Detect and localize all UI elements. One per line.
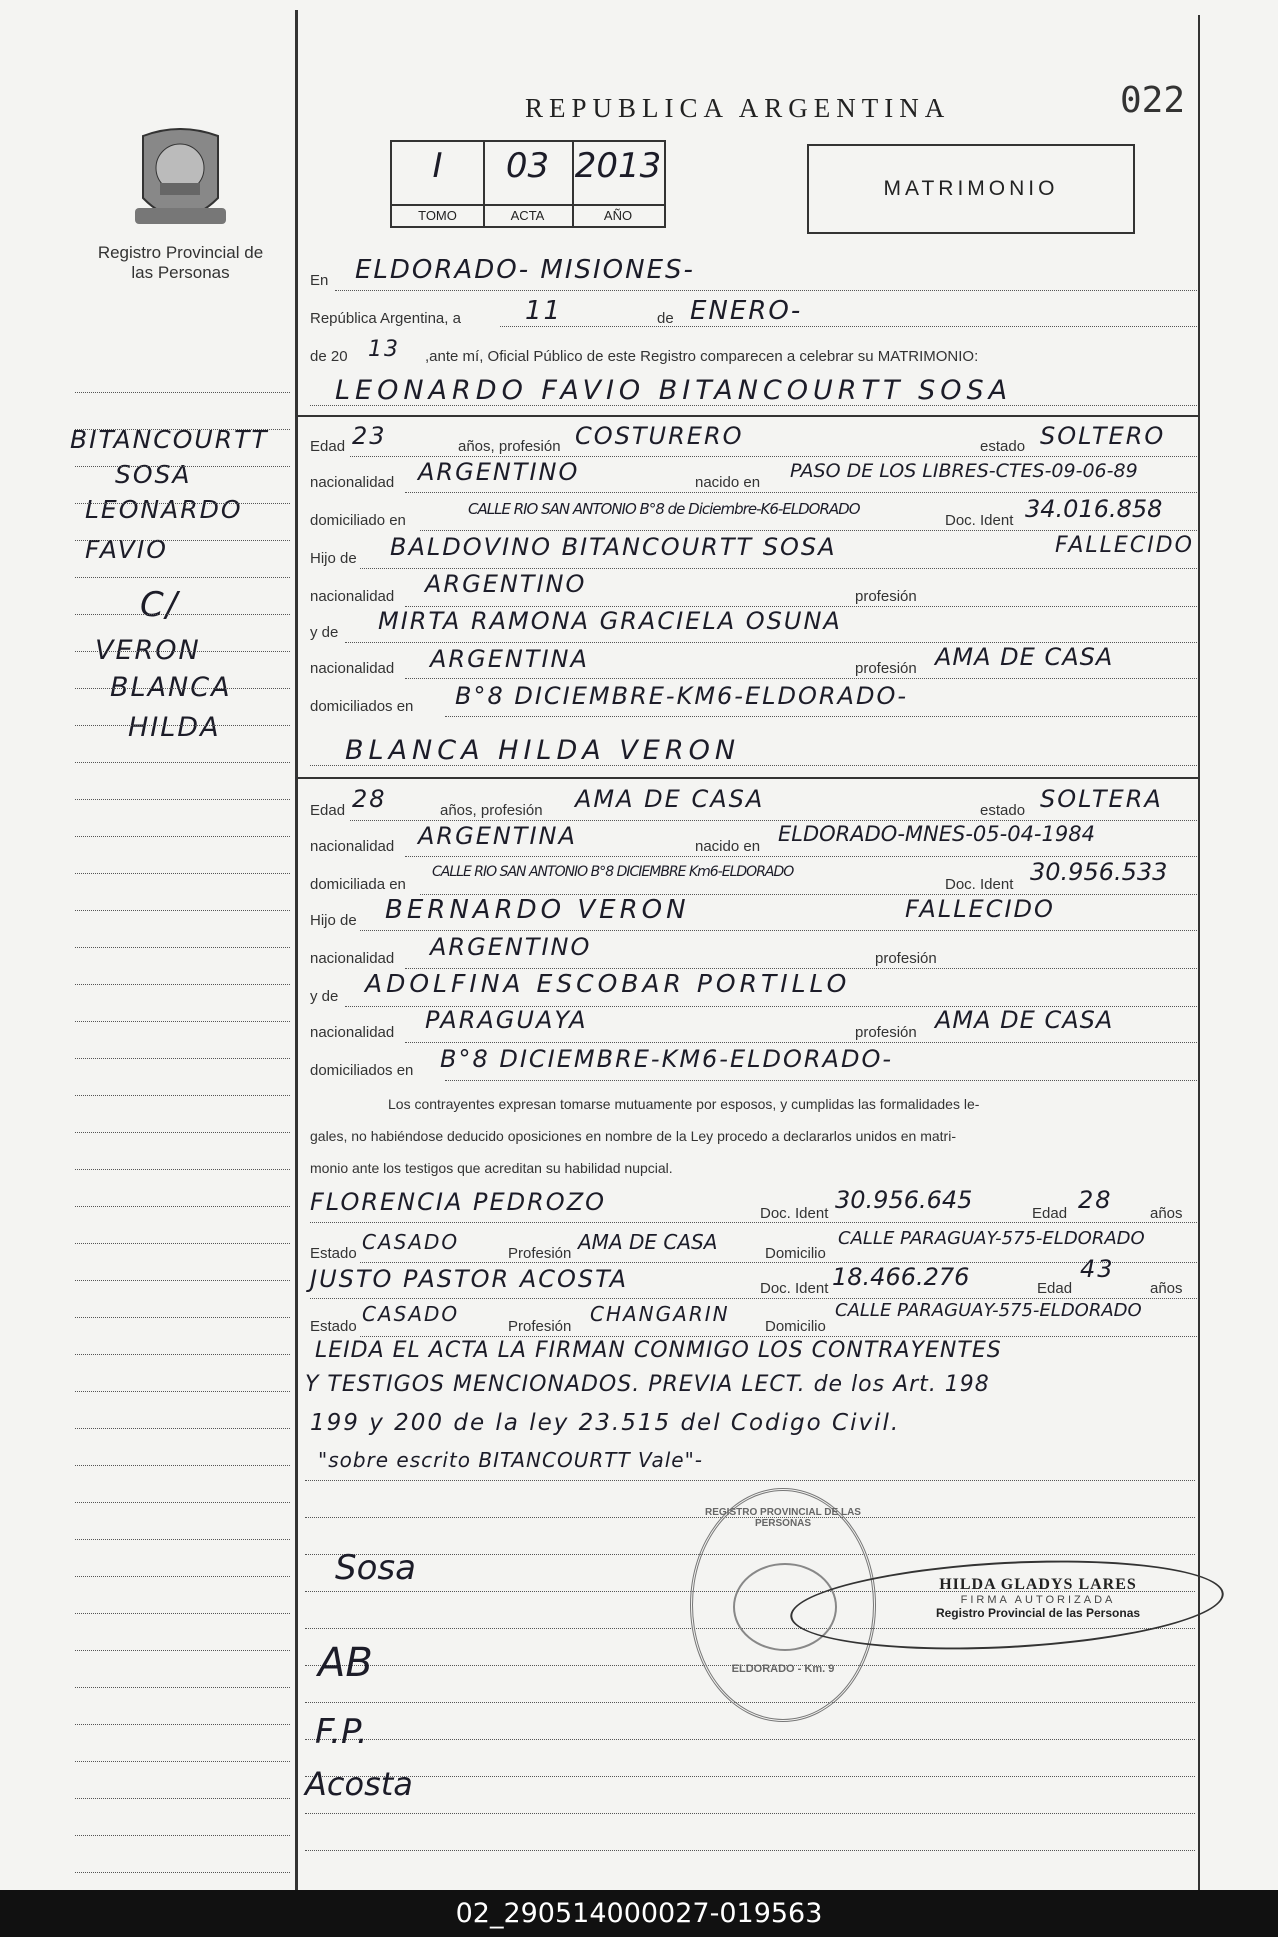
margin-ruled-line [75,1465,290,1466]
groom-father-nat-label: nacionalidad [310,588,395,605]
dotted-line [445,1080,1197,1081]
de-label: de [657,310,674,327]
left-column-rule [295,10,298,1890]
bride-father-prof-label: profesión [875,950,937,967]
groom-father-nat: ARGENTINO [425,570,587,598]
groom-mother: MIRTA RAMONA GRACIELA OSUNA [378,607,842,635]
margin-ruled-line [75,762,290,763]
closing-note: LEIDA EL ACTA LA FIRMAN CONMIGO LOS CONTRAYENTES [315,1338,1002,1363]
margin-note: LEONARDO [85,495,243,524]
bride-mother-prof-label: profesión [855,1024,917,1041]
groom-mother-prof: AMA DE CASA [935,643,1114,671]
dotted-line [350,456,1197,457]
margin-ruled-line [75,1428,290,1429]
bride-address: CALLE RIO SAN ANTONIO B°8 DICIEMBRE Km6-ELDORADO [432,864,794,880]
witness-2-address: CALLE PARAGUAY-575-ELDORADO [835,1300,1142,1321]
witness-1-anos-label: años [1150,1205,1183,1222]
margin-ruled-line [75,1576,290,1577]
witness-2-estado-label: Estado [310,1318,357,1335]
margin-ruled-line [75,1132,290,1133]
tomo-value: I [432,146,443,186]
groom-father: BALDOVINO BITANCOURTT SOSA [390,533,837,561]
bride-edad-label: Edad [310,802,346,819]
dotted-line [420,530,1197,531]
margin-note: C/ [140,585,180,625]
witness-1-age: 28 [1078,1186,1113,1214]
bride-domiciliados-label: domiciliados en [310,1062,414,1079]
margin-ruled-line [75,688,290,689]
witness-2-domicilio-label: Domicilio [765,1318,826,1335]
margin-ruled-line [75,1058,290,1059]
groom-father-status: FALLECIDO [1055,533,1194,558]
dotted-line [310,765,1197,766]
witness-1-name: FLORENCIA PEDROZO [310,1188,607,1216]
bride-mother-prof: AMA DE CASA [935,1006,1114,1034]
margin-ruled-line [75,1243,290,1244]
bride-domiciliada-label: domiciliada en [310,876,406,893]
acta-cell [483,142,574,226]
dotted-line [310,405,1197,406]
signature: Acosta [305,1765,413,1803]
groom-hijo-label: Hijo de [310,550,357,567]
legal-line: Los contrayentes expresan tomarse mutuamente por esposos, y cumplidas las formalidades le- [388,1096,980,1112]
dotted-line [445,716,1197,717]
groom-doc: 34.016.858 [1025,495,1163,523]
bride-yde-label: y de [310,988,339,1005]
official-title: FIRMA AUTORIZADA [960,1594,1116,1606]
margin-ruled-line [75,1021,290,1022]
dotted-line [360,1262,1197,1263]
groom-doc-label: Doc. Ident [945,512,1014,529]
margin-ruled-line [75,1539,290,1540]
margin-ruled-line [75,1687,290,1688]
province-coat-of-arms [133,128,228,236]
witness-1-doc: 30.956.645 [835,1186,973,1214]
en-label: En [310,272,329,289]
ano-cell [572,142,664,226]
record-type: MATRIMONIO [883,177,1059,200]
witness-1-estado: CASADO [362,1230,460,1254]
groom-age: 23 [352,422,387,450]
witness-1-doc-label: Doc. Ident [760,1205,829,1222]
dotted-line [360,930,1197,931]
margin-ruled-line [75,1391,290,1392]
acta-value: 03 [505,146,550,186]
official-org: Registro Provincial de las Personas [935,1606,1141,1620]
witness-1-address: CALLE PARAGUAY-575-ELDORADO [838,1228,1145,1249]
margin-ruled-line [75,725,290,726]
margin-ruled-line [75,947,290,948]
bride-mother: ADOLFINA ESCOBAR PORTILLO [365,969,851,998]
groom-mother-nat: ARGENTINA [430,645,589,673]
dotted-line [360,568,1197,569]
margin-ruled-line [75,429,290,430]
margin-ruled-line [75,1835,290,1836]
witness-2-name: JUSTO PASTOR ACOSTA [310,1265,629,1293]
bride-nationality: ARGENTINA [418,822,577,850]
body-ruled-line [305,1776,1195,1777]
groom-domiciliado-label: domiciliado en [310,512,406,529]
margin-ruled-line [75,1650,290,1651]
bride-doc: 30.956.533 [1030,858,1168,886]
country-title: REPUBLICA ARGENTINA [525,93,951,123]
day-value: 11 [525,296,563,326]
section-rule [297,777,1198,779]
witness-2-doc-label: Doc. Ident [760,1280,829,1297]
margin-ruled-line [75,1206,290,1207]
bride-father-status: FALLECIDO [905,895,1055,923]
groom-parents-address: B°8 DICIEMBRE-KM6-ELDORADO- [455,682,908,710]
closing-note: "sobre escrito BITANCOURTT Vale"- [318,1448,703,1472]
margin-ruled-line [75,836,290,837]
bride-name: BLANCA HILDA VERON [345,735,741,766]
signature: Sosa [335,1548,416,1588]
groom-yde-label: y de [310,624,339,641]
groom-estado-label: estado [980,438,1026,455]
margin-ruled-line [75,1798,290,1799]
witness-1-profession: AMA DE CASA [578,1230,718,1254]
dotted-line [405,492,1197,493]
dotted-line [405,856,1197,857]
groom-domiciliados-label: domiciliados en [310,698,414,715]
stamp-ring-text: REGISTRO PROVINCIAL DE LAS PERSONAS [705,1507,861,1529]
bride-doc-label: Doc. Ident [945,876,1014,893]
bride-estado: SOLTERA [1040,785,1163,813]
bride-parents-address: B°8 DICIEMBRE-KM6-ELDORADO- [440,1045,893,1073]
witness-2-profession: CHANGARIN [590,1302,730,1326]
year-prefix: de 20 [310,348,348,365]
dotted-line [500,326,1197,327]
place-value: ELDORADO- MISIONES- [355,255,695,285]
margin-ruled-line [75,1613,290,1614]
margin-ruled-line [75,799,290,800]
witness-2-estado: CASADO [362,1302,460,1326]
margin-ruled-line [75,577,290,578]
margin-ruled-line [75,614,290,615]
margin-ruled-line [75,1354,290,1355]
groom-profesion-label: años, profesión [458,438,561,455]
signature: F.P. [315,1712,368,1752]
dotted-line [310,1298,1197,1299]
witness-1-edad-label: Edad [1032,1205,1068,1222]
ano-value: 2013 [574,146,662,186]
document-id-footer: 02_290514000027-019563 [0,1890,1278,1937]
witness-2-anos-label: años [1150,1280,1183,1297]
margin-note: HILDA [128,712,221,743]
groom-edad-label: Edad [310,438,346,455]
bride-age: 28 [352,785,387,813]
margin-note: BLANCA [110,672,232,703]
margin-ruled-line [75,392,290,393]
dotted-line [335,290,1197,291]
legal-line: gales, no habiéndose deducido oposiciones en nombre de la Ley procedo a declararlos unidos en matri- [310,1128,956,1144]
margin-ruled-line [75,910,290,911]
month-value: ENERO- [690,296,803,326]
bride-father-nat-label: nacionalidad [310,950,395,967]
bride-estado-label: estado [980,802,1026,819]
groom-mother-nat-label: nacionalidad [310,660,395,677]
margin-note: SOSA [115,460,192,489]
margin-ruled-line [75,873,290,874]
record-type-box [807,144,1135,234]
margin-note: VERON [95,635,201,666]
dotted-line [350,820,1197,821]
ano-label: AÑO [572,204,664,226]
margin-ruled-line [75,984,290,985]
body-ruled-line [305,1480,1195,1481]
bride-father: BERNARDO VERON [385,895,690,925]
groom-name: LEONARDO FAVIO BITANCOURTT SOSA [335,375,1013,406]
bride-nacionalidad-label: nacionalidad [310,838,395,855]
dotted-line [310,1222,1197,1223]
margin-ruled-line [75,1502,290,1503]
section-rule [297,415,1198,417]
republica-label: República Argentina, a [310,310,461,327]
official-name: HILDA GLADYS LARES [939,1576,1137,1593]
bride-profesion-label: años, profesión [440,802,543,819]
body-ruled-line [305,1739,1195,1740]
signature: AB [318,1640,373,1686]
year-suffix: 13 [368,337,400,362]
dotted-line [405,678,1197,679]
witness-1-profesion-label: Profesión [508,1245,572,1262]
witness-1-estado-label: Estado [310,1245,357,1262]
groom-address: CALLE RIO SAN ANTONIO B°8 de Diciembre-K6-ELDORADO [468,500,860,518]
margin-note: BITANCOURTT [70,425,269,454]
groom-nacido-label: nacido en [695,474,761,491]
margin-ruled-line [75,540,290,541]
closing-note: 199 y 200 de la ley 23.515 del Codigo Civil. [310,1410,901,1436]
margin-ruled-line [75,1761,290,1762]
witness-2-doc: 18.466.276 [832,1263,970,1291]
dotted-line [360,1336,1197,1337]
dotted-line [405,1042,1197,1043]
groom-profession: COSTURERO [575,422,744,450]
bride-birth: ELDORADO-MNES-05-04-1984 [778,822,1095,846]
margin-ruled-line [75,1095,290,1096]
groom-nationality: ARGENTINO [418,458,580,486]
body-ruled-line [305,1850,1195,1851]
margin-ruled-line [75,1724,290,1725]
page-number: 022 [1120,80,1186,121]
groom-father-prof-label: profesión [855,588,917,605]
tomo-cell [392,142,485,226]
acta-label: ACTA [483,204,572,226]
bride-mother-nat: PARAGUAYA [425,1006,588,1034]
legal-line: monio ante los testigos que acreditan su habilidad nupcial. [310,1160,673,1176]
groom-mother-prof-label: profesión [855,660,917,677]
witness-1-domicilio-label: Domicilio [765,1245,826,1262]
bride-profession: AMA DE CASA [575,785,765,813]
registry-name: Registro Provincial de las Personas [97,243,264,282]
tomo-acta-ano-box [390,140,666,228]
tomo-label: TOMO [392,204,483,226]
stamp-inner-text: ELDORADO - Km. 9 [731,1663,835,1675]
margin-ruled-line [75,1872,290,1873]
margin-ruled-line [75,1317,290,1318]
groom-nacionalidad-label: nacionalidad [310,474,395,491]
closing-note: Y TESTIGOS MENCIONADOS. PREVIA LECT. de los Art. 198 [305,1372,990,1397]
witness-2-age: 43 [1080,1255,1115,1283]
margin-ruled-line [75,1280,290,1281]
comparecen-text: ,ante mí, Oficial Público de este Registro comparecen a celebrar su MATRIMONIO: [425,348,979,365]
margin-ruled-line [75,651,290,652]
groom-birth: PASO DE LOS LIBRES-CTES-09-06-89 [790,460,1138,482]
bride-mother-nat-label: nacionalidad [310,1024,395,1041]
groom-estado: SOLTERO [1040,422,1166,450]
margin-ruled-line [75,503,290,504]
body-ruled-line [305,1813,1195,1814]
witness-2-profesion-label: Profesión [508,1318,572,1335]
bride-nacido-label: nacido en [695,838,761,855]
bride-hijo-label: Hijo de [310,912,357,929]
margin-ruled-line [75,466,290,467]
witness-2-edad-label: Edad [1037,1280,1073,1297]
margin-note: FAVIO [85,535,168,564]
bride-father-nat: ARGENTINO [430,933,592,961]
margin-ruled-line [75,1169,290,1170]
